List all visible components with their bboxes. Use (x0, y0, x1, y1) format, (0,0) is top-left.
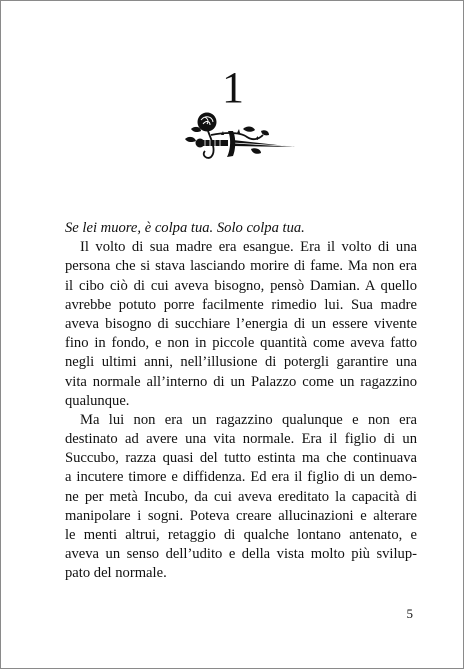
text-line: Il volto di sua madre era esangue. Era il volto di una (80, 239, 417, 256)
text-line: destinato ad avere una vita normale. Era il figlio di un (65, 431, 417, 448)
text-line: le menti altrui, retaggio di qualche lontano antenato, e (65, 527, 417, 543)
text-line: aveva bisogno di succhiare l’energia di un essere vivente (65, 315, 417, 332)
text-line: vita normale all’interno di un Palazzo come un ragazzino (65, 373, 417, 390)
text-line: pato del normale. (65, 565, 167, 582)
text-line: Succubo, razza quasi del tutto estinta ma che continuava (65, 450, 417, 467)
text-line: qualunque. (65, 392, 130, 409)
text-line: negli ultimi anni, nell’illusione di potergli garantire una (65, 354, 417, 371)
text-line: fino in fondo, e non in piccole quantità come aveva fatto (65, 335, 417, 352)
text-line: persona che si stava lasciando morire di fame. Ma non era (65, 258, 417, 275)
chapter-text (65, 219, 417, 584)
opening-italic-line: Se lei muore, è colpa tua. Solo colpa tua. (65, 220, 305, 236)
page-number: 5 (406, 606, 413, 621)
text-line: ne per metà Incubo, da cui aveva ereditato la capacità di (65, 488, 417, 505)
text-line: avrebbe potuto porre facilmente rimedio lui. Sua madre (65, 296, 417, 313)
text-line: il cibo ciò di cui aveva bisogno, pensò Damian. A quello (65, 277, 417, 294)
text-line: Ma lui non era un ragazzino qualunque e non era (80, 411, 417, 428)
text-line: a incutere timore e diffidenza. Ed era il figlio di un demo- (65, 469, 417, 486)
text-line: manipolare i sogni. Poteva creare allucinazioni e alterare (65, 507, 417, 524)
chapter-number: 1 (222, 63, 244, 112)
text-line: aveva un senso dell’udito e della vista molto più svilup- (65, 546, 417, 563)
rose-dagger-ornament-icon (181, 109, 299, 161)
